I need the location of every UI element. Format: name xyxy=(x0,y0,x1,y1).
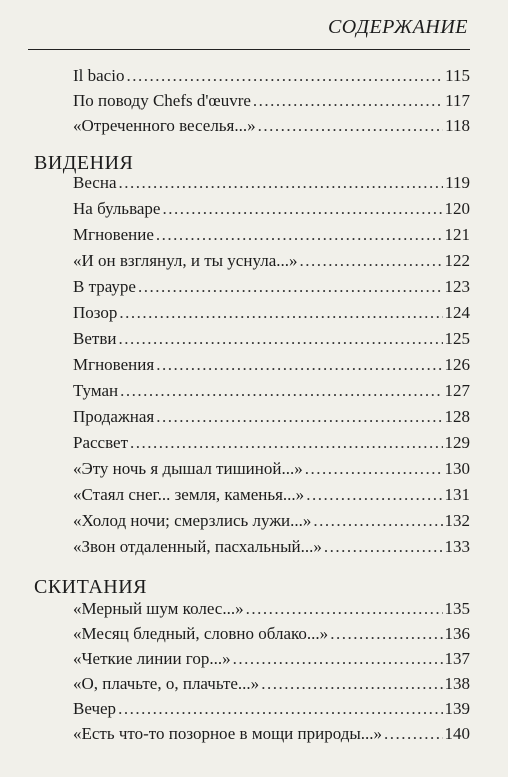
toc-entry-title: «Отреченного веселья...» xyxy=(73,116,256,135)
dot-leader xyxy=(119,303,442,323)
toc-entry xyxy=(73,511,470,531)
dot-leader xyxy=(233,649,443,669)
toc-entry-title: Il bacio xyxy=(73,66,125,85)
toc-entry-title: «Холод ночи; смерзлись лужи...» xyxy=(73,511,312,530)
toc-entry-title: «Стаял снег... земля, каменья...» xyxy=(73,485,305,504)
section-title: ВИДЕНИЯ xyxy=(34,152,134,174)
toc-entry-page: 132 xyxy=(444,511,470,530)
toc-entry-page: 117 xyxy=(445,91,470,110)
toc-entry xyxy=(73,381,470,401)
dot-leader xyxy=(258,116,443,136)
toc-entry xyxy=(73,674,470,694)
toc-entry xyxy=(73,485,470,505)
toc-entry-page: 131 xyxy=(444,485,470,504)
toc-entry xyxy=(73,225,470,245)
dot-leader xyxy=(300,251,443,271)
toc-entry xyxy=(73,407,470,427)
toc-entry xyxy=(73,277,470,297)
dot-leader xyxy=(118,699,442,719)
toc-entry-title: «Месяц бледный, словно облако...» xyxy=(73,624,329,643)
toc-entry-page: 119 xyxy=(445,173,470,192)
toc-entry-page: 140 xyxy=(444,724,470,743)
toc-entry-page: 122 xyxy=(444,251,470,270)
header-rule xyxy=(28,49,470,50)
toc-entry-title: «Есть что-то позорное в мощи природы...» xyxy=(73,724,383,743)
toc-entry-title: «Эту ночь я дышал тишиной...» xyxy=(73,459,303,478)
toc-entry-page: 121 xyxy=(444,225,470,244)
dot-leader xyxy=(119,173,444,193)
toc-entry-page: 136 xyxy=(444,624,470,643)
toc-entry-page: 123 xyxy=(444,277,470,296)
toc-entry-page: 135 xyxy=(444,599,470,618)
toc-entry-title: Весна xyxy=(73,173,117,192)
toc-entry xyxy=(73,329,470,349)
toc-entry-page: 124 xyxy=(444,303,470,322)
toc-entry-page: 133 xyxy=(444,537,470,556)
toc-entry-title: «О, плачьте, о, плачьте...» xyxy=(73,674,260,693)
toc-entry xyxy=(73,116,470,136)
toc-entry xyxy=(73,251,470,271)
dot-leader xyxy=(246,599,443,619)
toc-entry xyxy=(73,537,470,557)
running-head: СОДЕРЖАНИЕ xyxy=(327,16,468,38)
toc-entry xyxy=(73,599,470,619)
toc-entry xyxy=(73,303,470,323)
dot-leader xyxy=(306,485,442,505)
dot-leader xyxy=(156,407,442,427)
toc-entry xyxy=(73,66,470,86)
toc-entry-page: 127 xyxy=(444,381,470,400)
dot-leader xyxy=(384,724,442,744)
dot-leader xyxy=(324,537,443,557)
toc-entry-title: Вечер xyxy=(73,699,117,718)
toc-entry-title: На бульваре xyxy=(73,199,161,218)
section-title: СКИТАНИЯ xyxy=(34,576,148,598)
dot-leader xyxy=(156,355,442,375)
toc-entry-title: «И он взглянул, и ты уснула...» xyxy=(73,251,298,270)
toc-entry-title: Позор xyxy=(73,303,118,322)
toc-entry xyxy=(73,91,470,111)
dot-leader xyxy=(162,199,442,219)
toc-entry-title: Туман xyxy=(73,381,119,400)
toc-entry-page: 129 xyxy=(444,433,470,452)
toc-entry-title: «Звон отдаленный, пасхальный...» xyxy=(73,537,322,556)
dot-leader xyxy=(330,624,442,644)
dot-leader xyxy=(156,225,443,245)
dot-leader xyxy=(126,66,443,86)
toc-entry xyxy=(73,355,470,375)
toc-entry-page: 115 xyxy=(445,66,470,85)
toc-entry-page: 137 xyxy=(444,649,470,668)
toc-entry-title: Мгновение xyxy=(73,225,154,244)
toc-entry-title: По поводу Chefs d'œuvre xyxy=(73,91,251,110)
toc-entry xyxy=(73,459,470,479)
toc-entry xyxy=(73,173,470,193)
toc-entry xyxy=(73,433,470,453)
toc-entry-page: 126 xyxy=(444,355,470,374)
toc-entry-page: 120 xyxy=(444,199,470,218)
dot-leader xyxy=(130,433,443,453)
toc-entry xyxy=(73,724,470,744)
toc-entry-page: 128 xyxy=(444,407,470,426)
toc-entry xyxy=(73,624,470,644)
dot-leader xyxy=(138,277,443,297)
toc-entry-page: 130 xyxy=(444,459,470,478)
dot-leader xyxy=(253,91,443,111)
dot-leader xyxy=(313,511,442,531)
toc-entry-page: 118 xyxy=(445,116,470,135)
dot-leader xyxy=(118,329,442,349)
dot-leader xyxy=(261,674,442,694)
toc-entry xyxy=(73,699,470,719)
dot-leader xyxy=(305,459,443,479)
toc-entry-title: Продажная xyxy=(73,407,155,426)
toc-entry-page: 139 xyxy=(444,699,470,718)
toc-entry-title: Ветви xyxy=(73,329,117,348)
toc-entry-page: 125 xyxy=(444,329,470,348)
toc-entry-title: «Четкие линии гор...» xyxy=(73,649,231,668)
toc-entry-title: Мгновения xyxy=(73,355,155,374)
toc-entry-page: 138 xyxy=(444,674,470,693)
toc-entry-title: Рассвет xyxy=(73,433,128,452)
toc-entry xyxy=(73,649,470,669)
toc-entry-title: В трауре xyxy=(73,277,136,296)
toc-entry-title: «Мерный шум колес...» xyxy=(73,599,244,618)
toc-entry xyxy=(73,199,470,219)
dot-leader xyxy=(120,381,442,401)
